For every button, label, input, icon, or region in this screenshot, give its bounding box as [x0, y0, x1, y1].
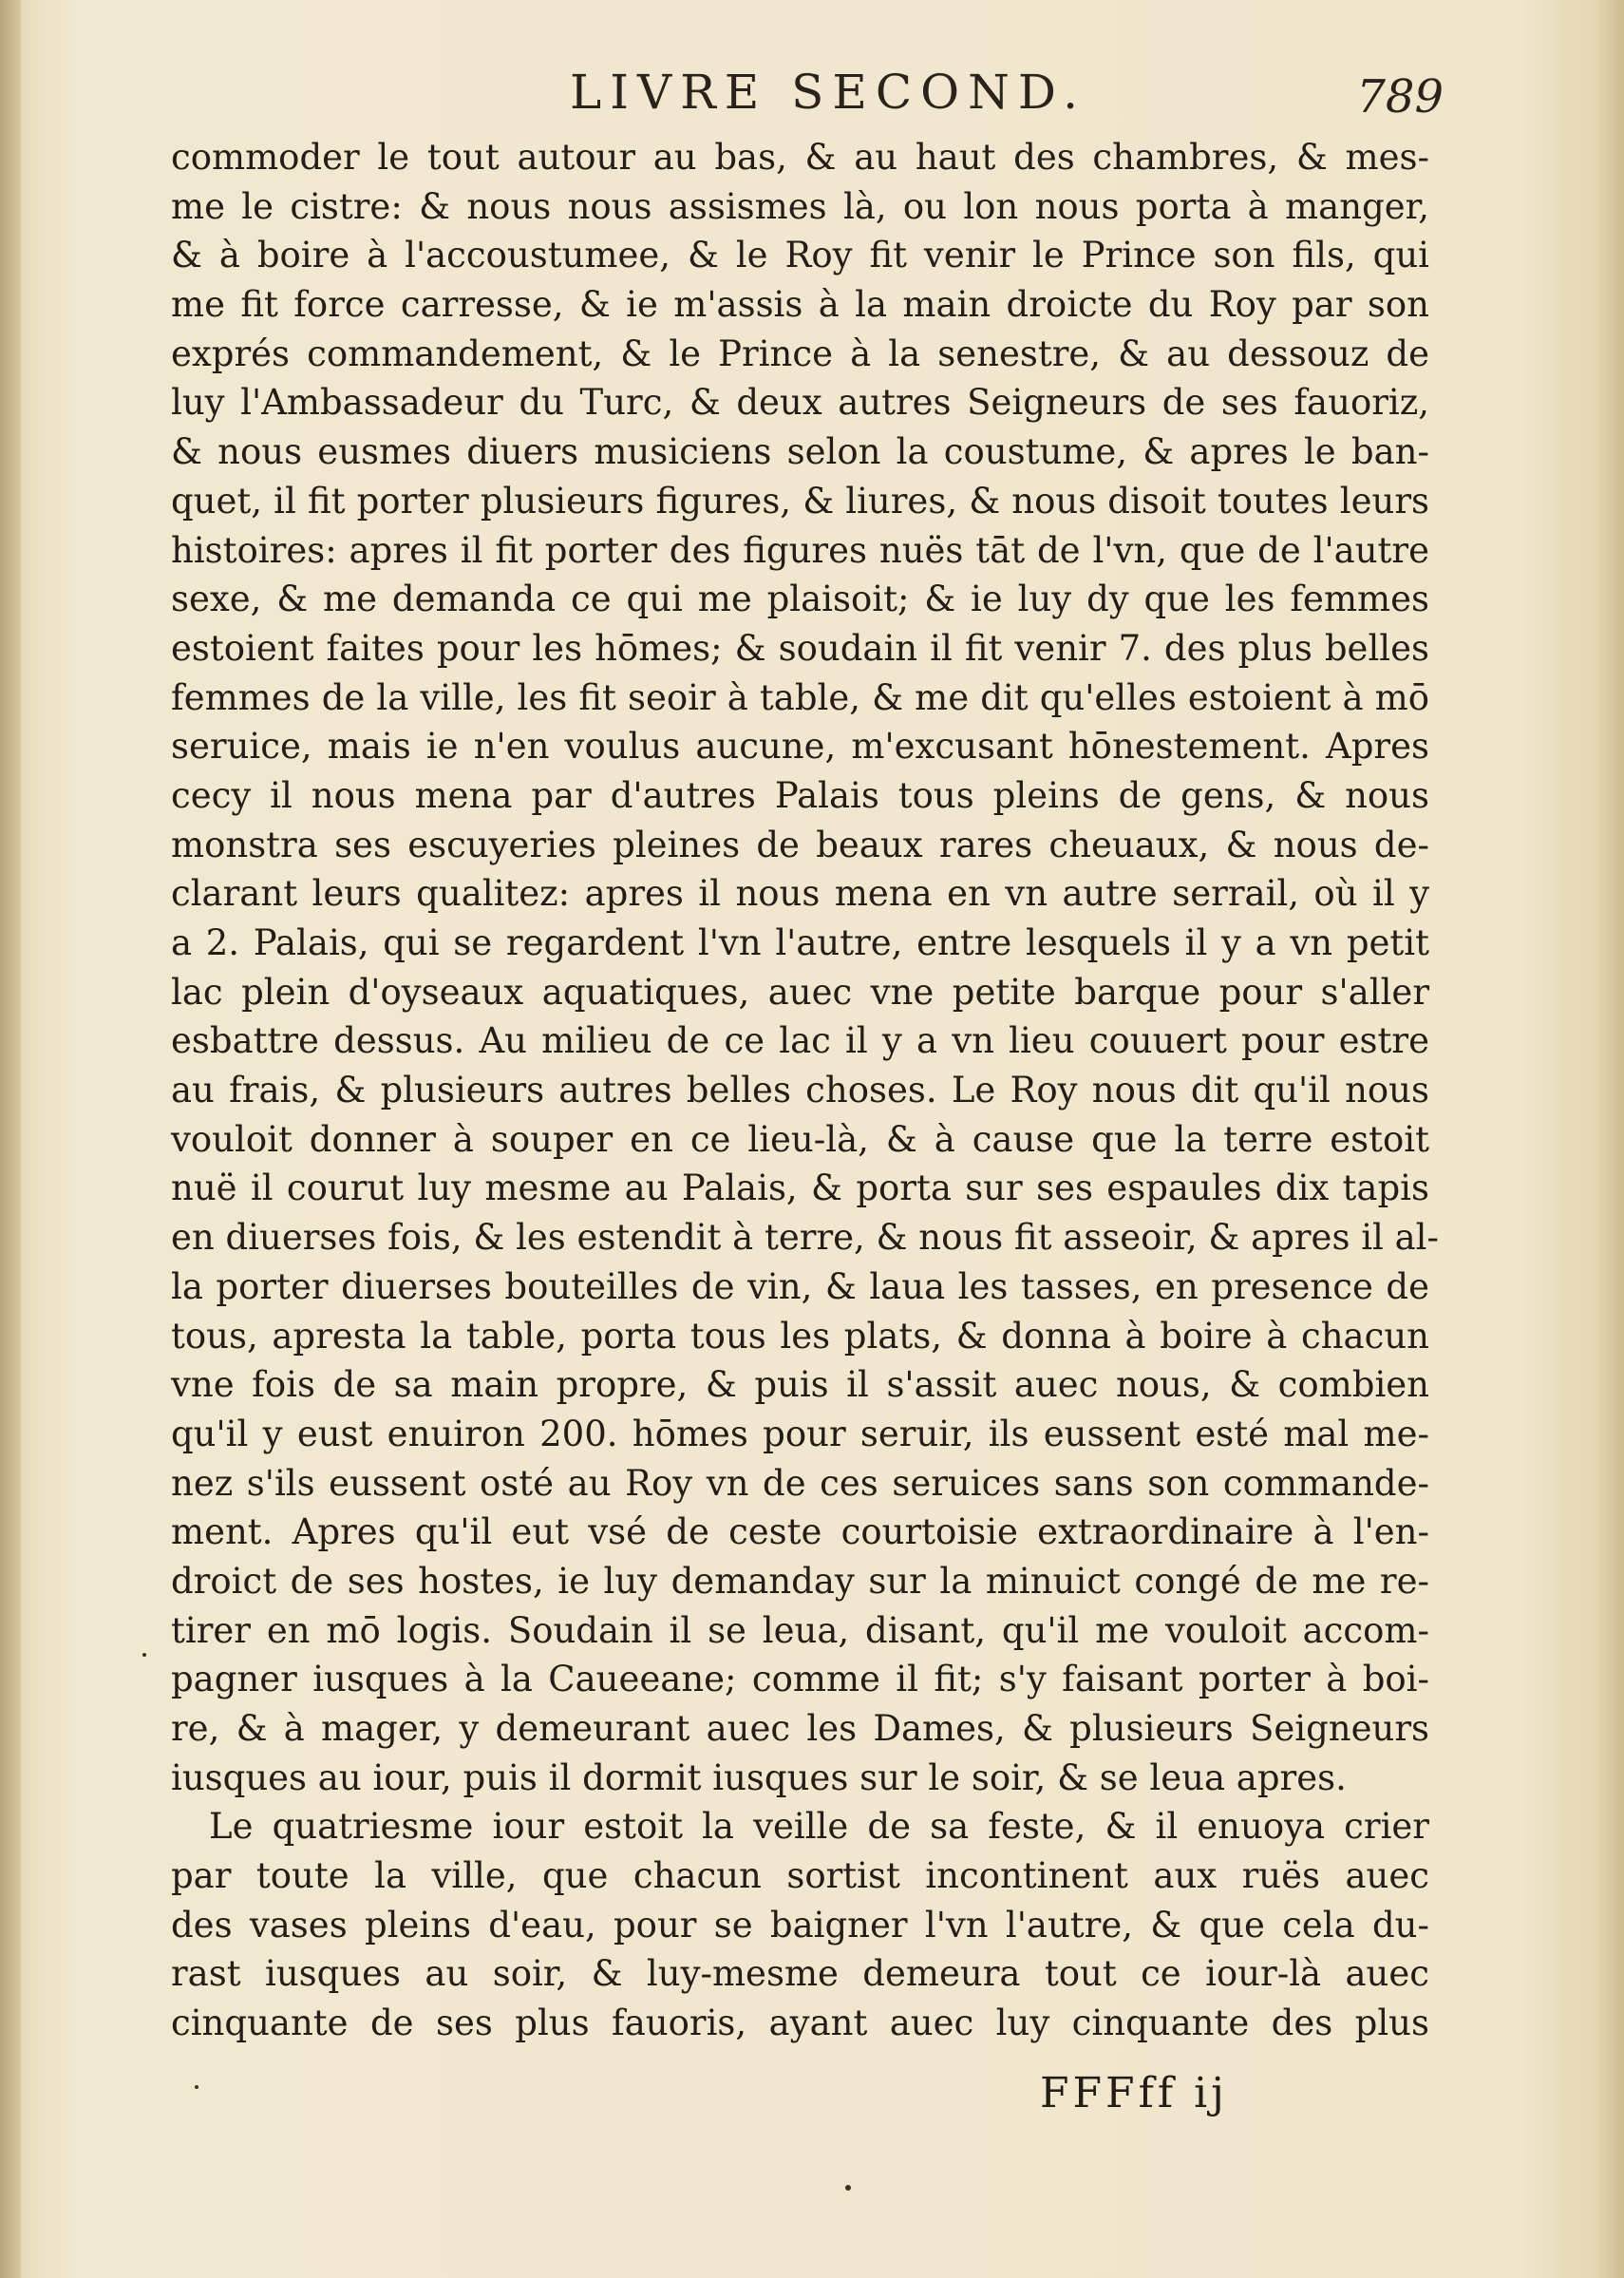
text-line: sexe, & me demanda ce qui me plaisoit; & ie luy dy que les femmes: [171, 579, 1429, 620]
text-line: droict de ses hostes, ie luy demanday sur la minuict congé de me re-: [171, 1560, 1429, 1602]
text-line: qu'il y eust enuiron 200. hōmes pour seruir, ils eussent esté mal me-: [171, 1413, 1429, 1454]
text-line: tirer en mō logis. Soudain il se leua, disant, qu'il me vouloit accom-: [171, 1609, 1429, 1651]
text-line: nez s'ils eussent osté au Roy vn de ces seruices sans son commande-: [171, 1462, 1429, 1504]
text-line: cinquante de ses plus fauoris, ayant auec luy cinquante des plus: [171, 2003, 1429, 2044]
text-line: femmes de la ville, les fit seoir à table, & me dit qu'elles estoient à mō: [171, 676, 1429, 718]
book-section-title: LIVRE SECOND.: [570, 65, 1087, 120]
text-line: lac plein d'oyseaux aquatiques, auec vne petite barque pour s'aller: [171, 971, 1429, 1013]
text-line: vne fois de sa main propre, & puis il s'assit auec nous, & combien: [171, 1364, 1429, 1406]
text-line: clarant leurs qualitez: apres il nous mena en vn autre serrail, où il y: [171, 873, 1429, 915]
signature-mark: FFFff ij: [1040, 2069, 1228, 2117]
text-line: la porter diuerses bouteilles de vin, & laua les tasses, en presence de: [171, 1265, 1429, 1307]
text-line: vouloit donner à souper en ce lieu-là, & à cause que la terre estoit: [171, 1118, 1429, 1160]
ink-speck: [195, 2085, 198, 2089]
page-binding-edge: [0, 0, 21, 2278]
running-head: [171, 57, 1444, 133]
text-line: des vases pleins d'eau, pour se baigner l'vn l'autre, & que cela du-: [171, 1904, 1429, 1946]
text-line: tous, apresta la table, porta tous les plats, & donna à boire à chacun: [171, 1315, 1429, 1357]
text-line: seruice, mais ie n'en voulus aucune, m'excusant hōnestement. Apres: [171, 726, 1429, 768]
text-line: exprés commandement, & le Prince à la senestre, & au dessouz de: [171, 332, 1429, 374]
text-line: & nous eusmes diuers musiciens selon la coustume, & apres le ban-: [171, 431, 1429, 473]
ink-speck: [845, 2185, 851, 2191]
text-line: re, & à mager, y demeurant auec les Dames, & plusieurs Seigneurs: [171, 1708, 1429, 1749]
text-line: ment. Apres qu'il eut vsé de ceste courtoisie extraordinaire à l'en-: [171, 1511, 1429, 1553]
body-text: [171, 133, 1440, 2048]
text-line: cecy il nous mena par d'autres Palais tous pleins de gens, & nous: [171, 774, 1429, 816]
text-line: Le quatriesme iour estoit la veille de sa feste, & il enuoya crier: [209, 1806, 1429, 1848]
text-line: me fit force carresse, & ie m'assis à la main droicte du Roy par son: [171, 284, 1429, 326]
text-line: pagner iusques à la Caueeane; comme il fit; s'y faisant porter à boi-: [171, 1659, 1429, 1700]
text-line: esbattre dessus. Au milieu de ce lac il y a vn lieu couuert pour estre: [171, 1020, 1429, 1062]
text-line: commoder le tout autour au bas, & au haut des chambres, & mes-: [171, 137, 1429, 178]
text-line: monstra ses escuyeries pleines de beaux rares cheuaux, & nous de-: [171, 824, 1429, 865]
text-line: rast iusques au soir, & luy-mesme demeura tout ce iour-là auec: [171, 1953, 1429, 1995]
text-line: a 2. Palais, qui se regardent l'vn l'autre, entre lesquels il y a vn petit: [171, 922, 1429, 963]
text-line: par toute la ville, que chacun sortist incontinent aux ruës auec: [171, 1855, 1429, 1897]
text-line: quet, il fit porter plusieurs figures, & liures, & nous disoit toutes leurs: [171, 480, 1429, 522]
page-number: 789: [1356, 70, 1444, 123]
text-line: estoient faites pour les hōmes; & soudain il fit venir 7. des plus belles: [171, 627, 1429, 669]
text-line: & à boire à l'accoustumee, & le Roy fit venir le Prince son fils, qui: [171, 235, 1429, 276]
text-line: iusques au iour, puis il dormit iusques sur le soir, & se leua apres.: [171, 1756, 1347, 1798]
text-line: histoires: apres il fit porter des figures nuës tāt de l'vn, que de l'autre: [171, 529, 1429, 571]
text-line: luy l'Ambassadeur du Turc, & deux autres Seigneurs de ses fauoriz,: [171, 382, 1429, 424]
text-line: au frais, & plusieurs autres belles choses. Le Roy nous dit qu'il nous: [171, 1070, 1429, 1111]
text-line: nuë il courut luy mesme au Palais, & porta sur ses espaules dix tapis: [171, 1167, 1429, 1209]
text-line: me le cistre: & nous nous assismes là, ou lon nous porta à manger,: [171, 185, 1429, 227]
ink-speck: [142, 1653, 146, 1657]
text-line: en diuerses fois, & les estendit à terre, & nous fit asseoir, & apres il al-: [171, 1217, 1440, 1259]
